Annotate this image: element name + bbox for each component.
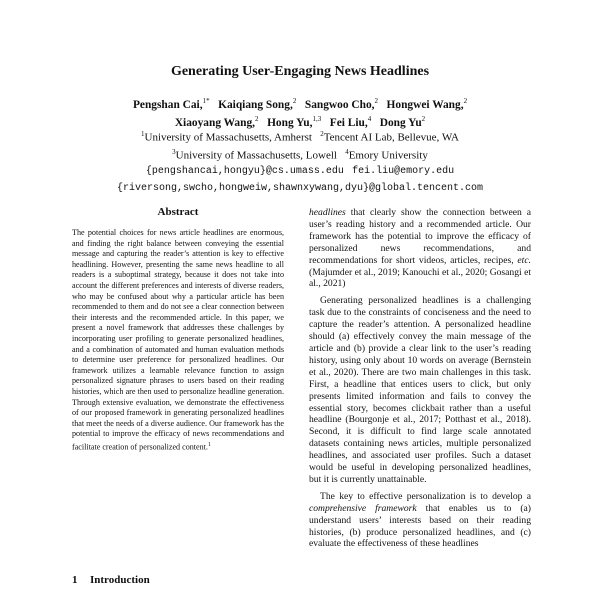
paragraph bbox=[309, 491, 531, 551]
paper-title: Generating User-Engaging News Headlines bbox=[170, 64, 430, 79]
body-text: that enables us to (a) understand users’ interests based on their reading histories, (b) produce personalized headlines, and (c) evaluate the effectiveness of these headlines bbox=[309, 502, 531, 550]
email-address[interactable]: fei.liu@emory.edu bbox=[352, 166, 455, 178]
author-name: Pengshan Cai, bbox=[132, 98, 203, 111]
email-line-1 bbox=[40, 163, 560, 180]
author-name: Fei Liu, bbox=[329, 117, 368, 130]
author-sup: 2 bbox=[374, 97, 378, 105]
author-sup: 2 bbox=[421, 115, 426, 124]
abstract-text: The potential choices for news article headlines are enormous, and finding the right balance between conveying the essential message and capturing the reader’s attention is key to effective headlining. However, presenting the same news headline to all readers is a suboptimal strategy, because it does not take into account the different preferences and interests of diverse readers, who may be confused about why a particular article has been recommended to them and do not see a clear connection between their interests and the recommended article. In this paper, we present a novel framework that addresses these challenges by incorporating user profiling to generate personalized headlines, and a combination of automated and human evaluation methods to determine user preference for personalized headlines. Our framework utilizes a learnable relevance function to assign personalized signature phrases to users based on their reading histories, which are then used to personalize headline generation. Through extensive evaluation, we demonstrate the effectiveness of our proposed framework in generating personalized headlines that meet the needs of a diverse audience. Our framework has the potential to improve the efficacy of news recommendations and facilitate creation of personalized content. bbox=[72, 228, 284, 452]
section-title: Introduction bbox=[90, 574, 150, 586]
author-sup: 2 bbox=[463, 97, 468, 105]
author-sup: 1,3 bbox=[312, 115, 322, 124]
section-heading-introduction bbox=[72, 574, 150, 586]
abstract-heading: Abstract bbox=[157, 206, 199, 218]
section-number: 1 bbox=[72, 574, 78, 586]
author-sup: 1* bbox=[202, 97, 210, 105]
footnote-mark[interactable]: 1 bbox=[207, 441, 211, 448]
author-sup: 4 bbox=[367, 115, 372, 124]
author-name: Xiaoyang Wang, bbox=[174, 117, 256, 130]
affiliations bbox=[40, 127, 560, 196]
citation: (Majumder et al., 2019; Kanouchi et al., 2020; Gosangi et al., 2021) bbox=[309, 266, 531, 290]
affil-sup: 3 bbox=[172, 148, 176, 157]
emphasis: headlines bbox=[309, 207, 346, 218]
institution: University of Massachusetts, Lowell bbox=[175, 149, 337, 162]
email-line-2 bbox=[40, 180, 560, 197]
affil-sup: 1 bbox=[141, 130, 145, 138]
affil-sup: 2 bbox=[320, 130, 324, 138]
author-line-1 bbox=[60, 94, 540, 112]
author-name: Hongwei Wang, bbox=[386, 98, 464, 111]
institution: University of Massachusetts, Amherst bbox=[144, 131, 312, 144]
author-name: Dong Yu bbox=[379, 117, 422, 130]
author-sup: 2 bbox=[292, 97, 297, 105]
emphasis: etc. bbox=[517, 254, 531, 266]
abstract-body bbox=[72, 228, 284, 453]
author-name: Hong Yu, bbox=[267, 117, 313, 130]
author-list bbox=[60, 94, 540, 131]
author-name: Sangwoo Cho, bbox=[304, 98, 375, 111]
author-name: Kaiqiang Song, bbox=[218, 98, 293, 111]
emphasis: comprehensive framework bbox=[309, 502, 417, 514]
email-address[interactable]: {riversong,swcho,hongweiw,shawnxywang,dyu}@global.tencent.com bbox=[116, 182, 484, 194]
institution: Tencent AI Lab, Bellevue, WA bbox=[323, 131, 459, 144]
affiliation-line-2 bbox=[40, 145, 560, 163]
affil-sup: 4 bbox=[345, 148, 349, 157]
author-sup: 2 bbox=[255, 115, 259, 124]
email-address[interactable]: {pengshancai,hongyu}@cs.umass.edu bbox=[145, 166, 344, 178]
affiliation-line-1 bbox=[40, 127, 560, 145]
paragraph bbox=[309, 207, 531, 290]
paragraph: Generating personalized headlines is a challenging task due to the constraints of conciseness and the need to capture the reader’s attention. A personalized headline should (a) effectively convey the main message of the article and (b) provide a clear link to the user’s reading history, using only about 10 words on average (Bernstein et al., 2020). There are two main challenges in this task. First, a headline that entices users to click, but only presents limited information and fails to convey the essential story, becomes clickbait rather than a useful headline (Bourgonje et al., 2017; Potthast et al., 2018). Second, it is difficult to find large scale annotated datasets containing news articles, multiple personalized headlines, and associated user profiles. Such a dataset would be useful in developing personalized headlines, but it is currently unattainable. bbox=[309, 295, 531, 485]
right-column-text bbox=[309, 207, 531, 555]
institution: Emory University bbox=[348, 149, 428, 162]
body-text: The key to effective personalization is to develop a bbox=[320, 490, 531, 502]
body-text: that clearly show the connection between a user’s reading history and a recommended article. Our framework has the potential to improve the efficacy of personalized news recommendations, and recommendations for short videos, articles, recipes, bbox=[309, 207, 531, 266]
